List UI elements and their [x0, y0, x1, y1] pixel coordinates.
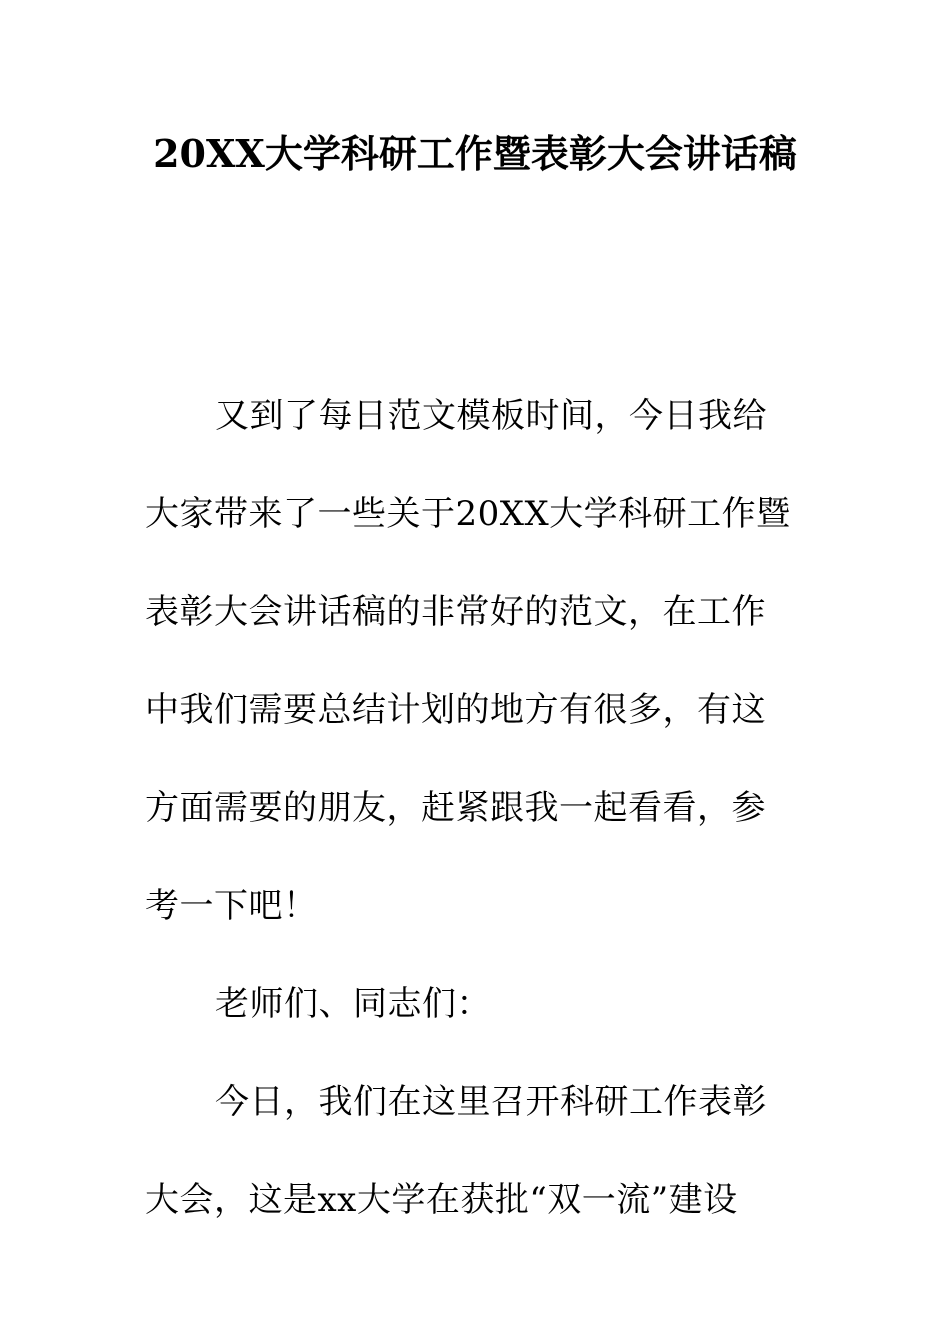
- document-body: [145, 367, 795, 1249]
- document-title: 20XX大学科研工作暨表彰大会讲话稿: [153, 131, 797, 176]
- speech-paragraph: 今日，我们在这里召开科研工作表彰大会，这是xx大学在获批“双一流”建设: [145, 1082, 767, 1220]
- intro-paragraph: 又到了每日范文模板时间，今日我给大家带来了一些关于20XX大学科研工作暨表彰大会讲话稿的非常好的范文，在工作中我们需要总结计划的地方有很多，有这方面需要的朋友，赶紧跟我一起看看，参考一下吧！: [145, 396, 791, 926]
- salutation-paragraph: 老师们、同志们：: [215, 984, 491, 1024]
